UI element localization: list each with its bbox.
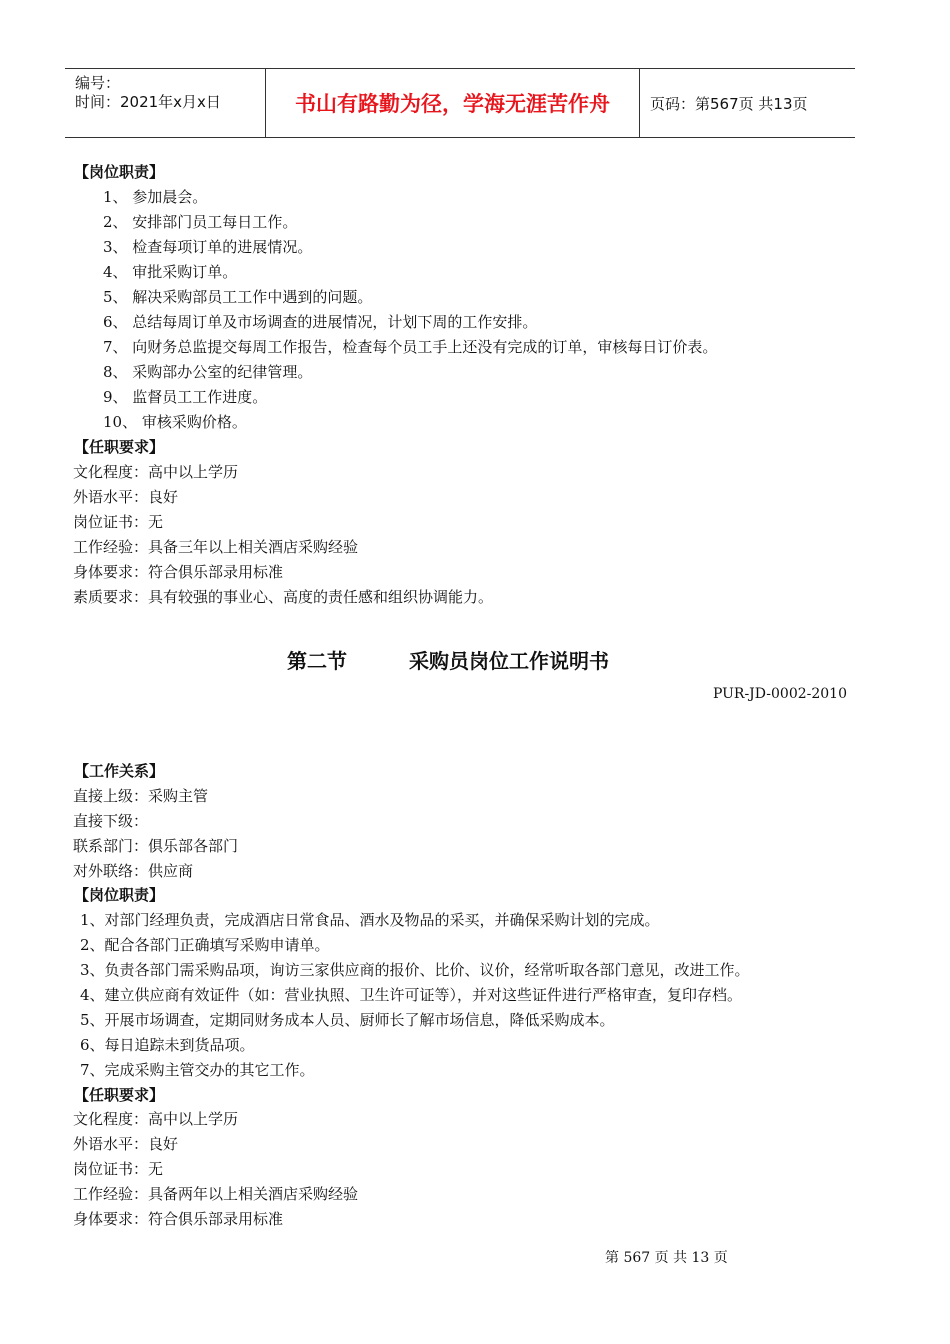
duty-item: 4、建立供应商有效证件（如：营业执照、卫生许可证等），并对这些证件进行严格审查，复印存档。	[80, 986, 743, 1004]
duty-item: 3、负责各部门需采购品项，询访三家供应商的报价、比价、议价，经常听取各部门意见，改进工作。	[80, 961, 750, 979]
document-header	[65, 68, 855, 138]
document-time: 时间：2021年x月x日	[75, 93, 221, 111]
section-title: 采购员岗位工作说明书	[409, 649, 609, 673]
requirement-item: 文化程度：高中以上学历	[73, 463, 239, 481]
relation-item: 直接下级：	[73, 812, 149, 830]
duty-item: 6、 总结每周订单及市场调查的进展情况，计划下周的工作安排。	[103, 313, 538, 331]
relations-heading: 【工作关系】	[74, 762, 165, 780]
duty-item: 7、 向财务总监提交每周工作报告，检查每个员工手上还没有完成的订单，审核每日订价表。	[103, 338, 718, 356]
duty-item: 10、 审核采购价格。	[103, 413, 247, 431]
duty-item: 8、 采购部办公室的纪律管理。	[103, 363, 313, 381]
requirement-item: 外语水平：良好	[73, 488, 179, 506]
duty-item: 4、 审批采购订单。	[103, 263, 238, 281]
relation-item: 直接上级：采购主管	[73, 787, 209, 805]
requirement-item: 文化程度：高中以上学历	[73, 1110, 239, 1128]
duty-item: 7、完成采购主管交办的其它工作。	[80, 1061, 315, 1079]
duty-item: 3、 检查每项订单的进展情况。	[103, 238, 313, 256]
duty-item: 2、 安排部门员工每日工作。	[103, 213, 298, 231]
duty-item: 5、开展市场调查，定期同财务成本人员、厨师长了解市场信息，降低采购成本。	[80, 1011, 615, 1029]
page-footer: 第 567 页 共 13 页	[605, 1250, 728, 1266]
duties-heading: 【岗位职责】	[74, 886, 165, 904]
duty-item: 1、对部门经理负责，完成酒店日常食品、酒水及物品的采买，并确保采购计划的完成。	[80, 911, 660, 929]
document-code: PUR-JD-0002-2010	[712, 686, 847, 702]
requirement-item: 岗位证书：无	[73, 513, 164, 531]
requirement-item: 身体要求：符合俱乐部录用标准	[73, 1210, 284, 1228]
requirement-item: 素质要求：具有较强的事业心、高度的责任感和组织协调能力。	[73, 588, 494, 606]
duty-item: 6、每日追踪未到货品项。	[80, 1036, 255, 1054]
requirements-heading: 【任职要求】	[74, 1086, 165, 1104]
header-motto: 书山有路勤为径，学海无涯苦作舟	[266, 69, 640, 137]
relation-item: 对外联络：供应商	[73, 862, 194, 880]
relation-item: 联系部门：俱乐部各部门	[73, 837, 239, 855]
requirement-item: 工作经验：具备两年以上相关酒店采购经验	[73, 1185, 359, 1203]
duty-item: 9、 监督员工工作进度。	[103, 388, 268, 406]
requirement-item: 身体要求：符合俱乐部录用标准	[73, 563, 284, 581]
requirements-heading: 【任职要求】	[74, 438, 165, 456]
duty-item: 1、 参加晨会。	[103, 188, 208, 206]
requirement-item: 外语水平：良好	[73, 1135, 179, 1153]
duties-heading: 【岗位职责】	[74, 163, 165, 181]
requirement-item: 工作经验：具备三年以上相关酒店采购经验	[73, 538, 359, 556]
duty-item: 2、配合各部门正确填写采购申请单。	[80, 936, 330, 954]
requirement-item: 岗位证书：无	[73, 1160, 164, 1178]
document-number: 编号：	[75, 74, 121, 92]
duty-item: 5、 解决采购部员工工作中遇到的问题。	[103, 288, 373, 306]
header-page-info: 页码：第567页 共13页	[650, 94, 808, 113]
header-meta-cell	[65, 69, 266, 137]
section-number: 第二节	[287, 649, 347, 673]
